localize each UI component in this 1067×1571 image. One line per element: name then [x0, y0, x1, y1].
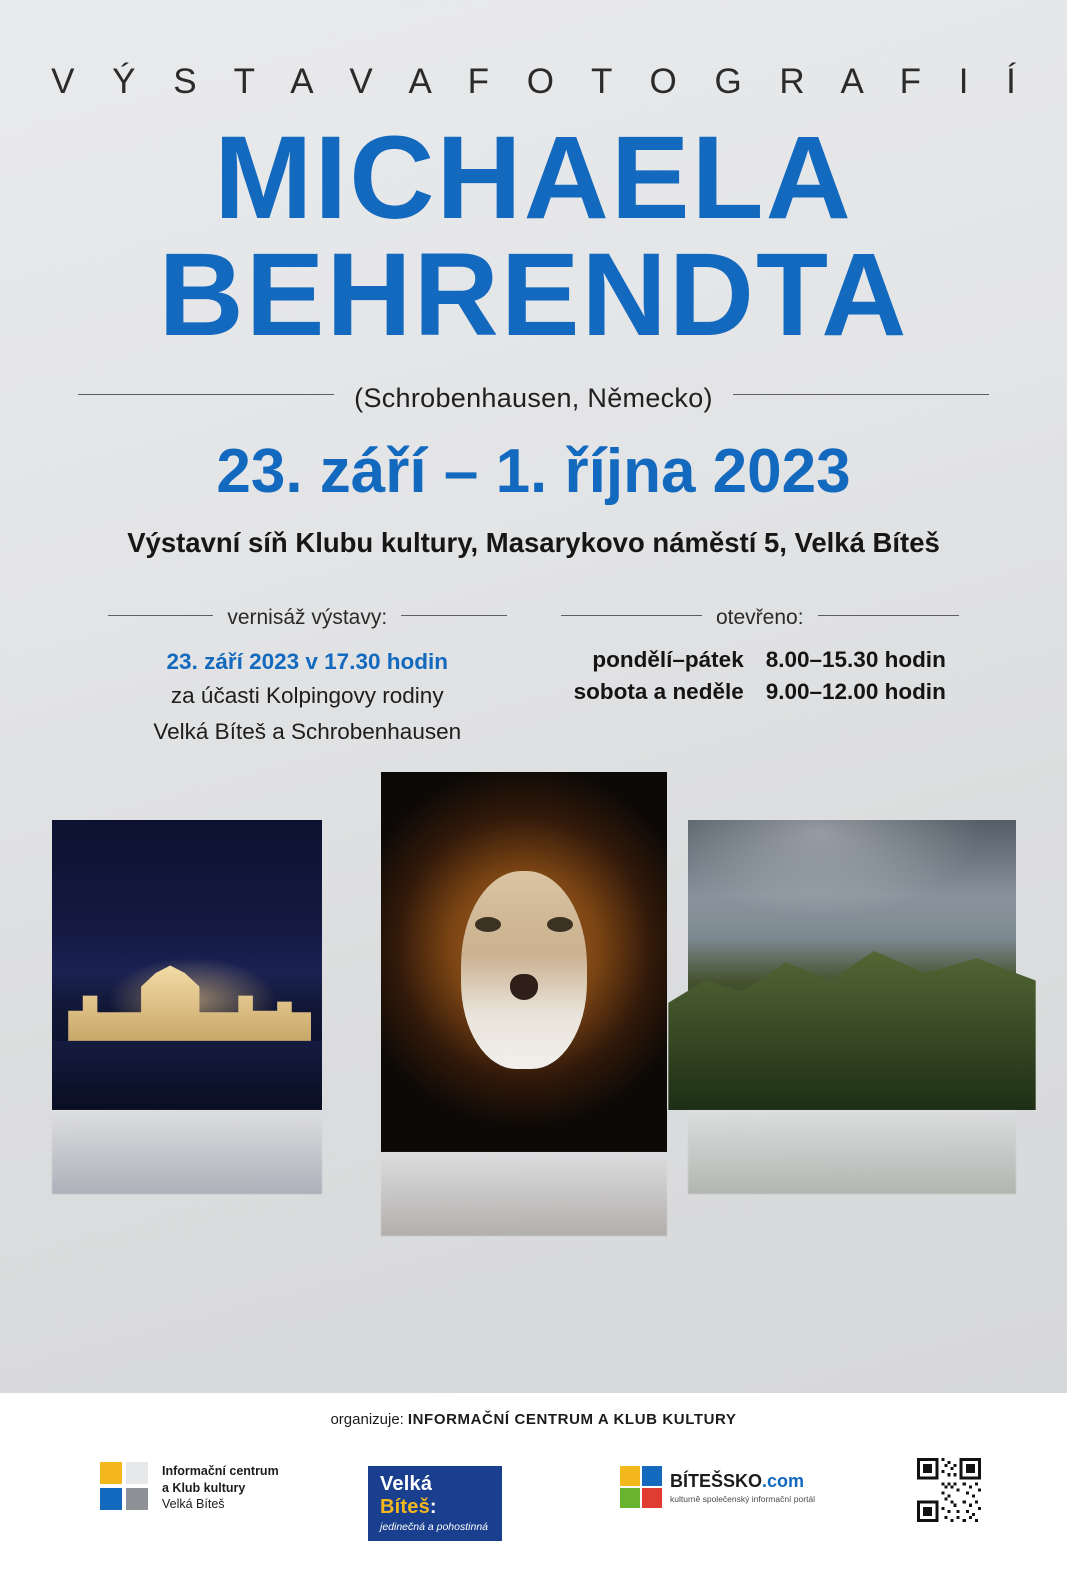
logo-row: [0, 1444, 1067, 1554]
hours-day: sobota a neděle: [573, 679, 744, 705]
logo-ic-line-2: a Klub kultury: [162, 1480, 246, 1495]
artist-last-name: BEHRENDTA: [158, 228, 909, 361]
logo-vb-word-2: Bíteš: [380, 1496, 430, 1518]
info-columns: [0, 603, 1067, 746]
logo-bt-domain: .com: [762, 1470, 805, 1491]
photo-artwork: [688, 820, 1016, 1110]
divider-left: [78, 394, 334, 395]
hours-time: 8.00–15.30 hodin: [765, 647, 946, 673]
logo-ic-line-1: Informační centrum: [162, 1463, 279, 1478]
exhibition-venue: Výstavní síň Klubu kultury, Masarykovo náměstí 5, Velká Bíteš: [127, 527, 940, 559]
opening-heading-row: [561, 603, 960, 630]
poster-footer: [0, 1393, 1067, 1571]
organizer-line: [0, 1393, 1067, 1428]
photo-reflection: [381, 1152, 667, 1236]
photo-lion-portrait: [381, 772, 667, 1152]
squares-icon: [100, 1462, 152, 1514]
vernissage-heading-row: [108, 603, 507, 630]
qr-code-icon[interactable]: [917, 1458, 981, 1522]
photo-strip: [0, 772, 1067, 1192]
vernissage-column: [108, 603, 507, 746]
organizer-label: organizuje:: [330, 1411, 404, 1428]
divider-right: [818, 615, 959, 616]
logo-ic-line-3: Velká Bíteš: [162, 1497, 225, 1512]
artist-origin-row: [0, 379, 1067, 414]
artist-name: [0, 112, 1067, 361]
poster-kicker: V Ý S T A V A F O T O G R A F I Í: [51, 62, 1030, 101]
lion-eye-right: [547, 917, 573, 932]
qr-code-svg: [917, 1458, 981, 1522]
photo-green-highlands: [688, 820, 1016, 1110]
vernissage-heading: vernisáž výstavy:: [227, 606, 388, 630]
logo-vb-colon: :: [429, 1496, 437, 1518]
vernissage-note-line-2: Velká Bíteš a Schrobenhausen: [153, 718, 462, 744]
photo-artwork: [381, 772, 667, 1152]
organizer-name: INFORMAČNÍ CENTRUM A KLUB KULTURY: [407, 1411, 737, 1428]
divider-left: [561, 615, 702, 616]
vernissage-datetime: 23. září 2023 v 17.30 hodin: [166, 649, 448, 675]
hours-day: pondělí–pátek: [592, 647, 744, 673]
logo-bt-tagline: kulturně společenský informační portál: [670, 1493, 816, 1504]
photo-reflection: [52, 1110, 322, 1194]
logo-bt-name: BÍTEŠSKO: [670, 1470, 763, 1491]
opening-hours-table: [561, 647, 960, 705]
vernissage-note-line-1: za účasti Kolpingovy rodiny: [170, 683, 444, 709]
photo-reflection: [688, 1110, 1016, 1194]
logo-vb-title: [380, 1473, 490, 1519]
exhibition-dates: 23. září – 1. října 2023: [216, 437, 851, 507]
artist-first-name: MICHAELA: [214, 112, 853, 244]
divider-right: [401, 615, 506, 616]
logo-vb-word-1: Velká: [380, 1473, 433, 1495]
logo-vb-tagline: jedinečná a pohostinná: [380, 1521, 489, 1533]
logo-bitessko[interactable]: [620, 1466, 815, 1508]
photo-artwork: [52, 820, 322, 1110]
artist-origin: (Schrobenhausen, Německo): [354, 383, 713, 414]
divider-left: [108, 615, 213, 616]
lion-eye-left: [475, 917, 501, 932]
logo-velka-bites[interactable]: [368, 1466, 502, 1541]
color-squares-icon: [620, 1466, 662, 1508]
logo-informacni-centrum[interactable]: [100, 1462, 279, 1514]
opening-hours-column: [561, 603, 960, 746]
photo-parliament-night: [52, 820, 322, 1110]
opening-heading: otevřeno:: [715, 606, 804, 630]
logo-bt-title: [670, 1471, 815, 1492]
divider-right: [733, 394, 989, 395]
lion-face: [461, 871, 587, 1069]
hours-time: 9.00–12.00 hodin: [765, 679, 946, 705]
